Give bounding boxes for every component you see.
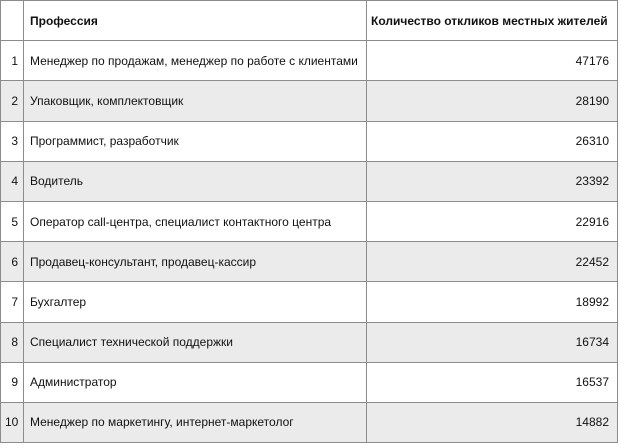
row-count: 18992 — [367, 282, 618, 322]
table-row — [1, 81, 618, 121]
row-num: 9 — [1, 362, 24, 402]
table-row — [1, 41, 618, 81]
table-row — [1, 282, 618, 322]
row-profession: Продавец-консультант, продавец-кассир — [24, 242, 367, 282]
row-num: 5 — [1, 201, 24, 241]
header-num — [1, 1, 24, 41]
table-row — [1, 161, 618, 201]
row-profession: Упаковщик, комплектовщик — [24, 81, 367, 121]
row-count: 22916 — [367, 201, 618, 241]
table-row — [1, 322, 618, 362]
row-profession: Программист, разработчик — [24, 121, 367, 161]
row-profession: Водитель — [24, 161, 367, 201]
row-profession: Администратор — [24, 362, 367, 402]
row-count: 26310 — [367, 121, 618, 161]
row-count: 16734 — [367, 322, 618, 362]
row-num: 2 — [1, 81, 24, 121]
header-row — [1, 1, 618, 41]
row-profession: Менеджер по маркетингу, интернет-маркетолог — [24, 402, 367, 442]
row-count: 14882 — [367, 402, 618, 442]
table-row — [1, 242, 618, 282]
row-profession: Оператор call-центра, специалист контактного центра — [24, 201, 367, 241]
row-count: 16537 — [367, 362, 618, 402]
header-count: Количество откликов местных жителей — [367, 1, 618, 41]
table-row — [1, 121, 618, 161]
row-count: 47176 — [367, 41, 618, 81]
table-row — [1, 402, 618, 442]
row-count: 28190 — [367, 81, 618, 121]
row-num: 1 — [1, 41, 24, 81]
row-num: 10 — [1, 402, 24, 442]
row-num: 4 — [1, 161, 24, 201]
row-count: 22452 — [367, 242, 618, 282]
row-num: 7 — [1, 282, 24, 322]
table-row — [1, 362, 618, 402]
table-row — [1, 201, 618, 241]
row-num: 6 — [1, 242, 24, 282]
row-profession: Менеджер по продажам, менеджер по работе с клиентами — [24, 41, 367, 81]
header-profession: Профессия — [24, 1, 367, 41]
row-num: 8 — [1, 322, 24, 362]
row-profession: Бухгалтер — [24, 282, 367, 322]
row-num: 3 — [1, 121, 24, 161]
row-profession: Специалист технической поддержки — [24, 322, 367, 362]
row-count: 23392 — [367, 161, 618, 201]
